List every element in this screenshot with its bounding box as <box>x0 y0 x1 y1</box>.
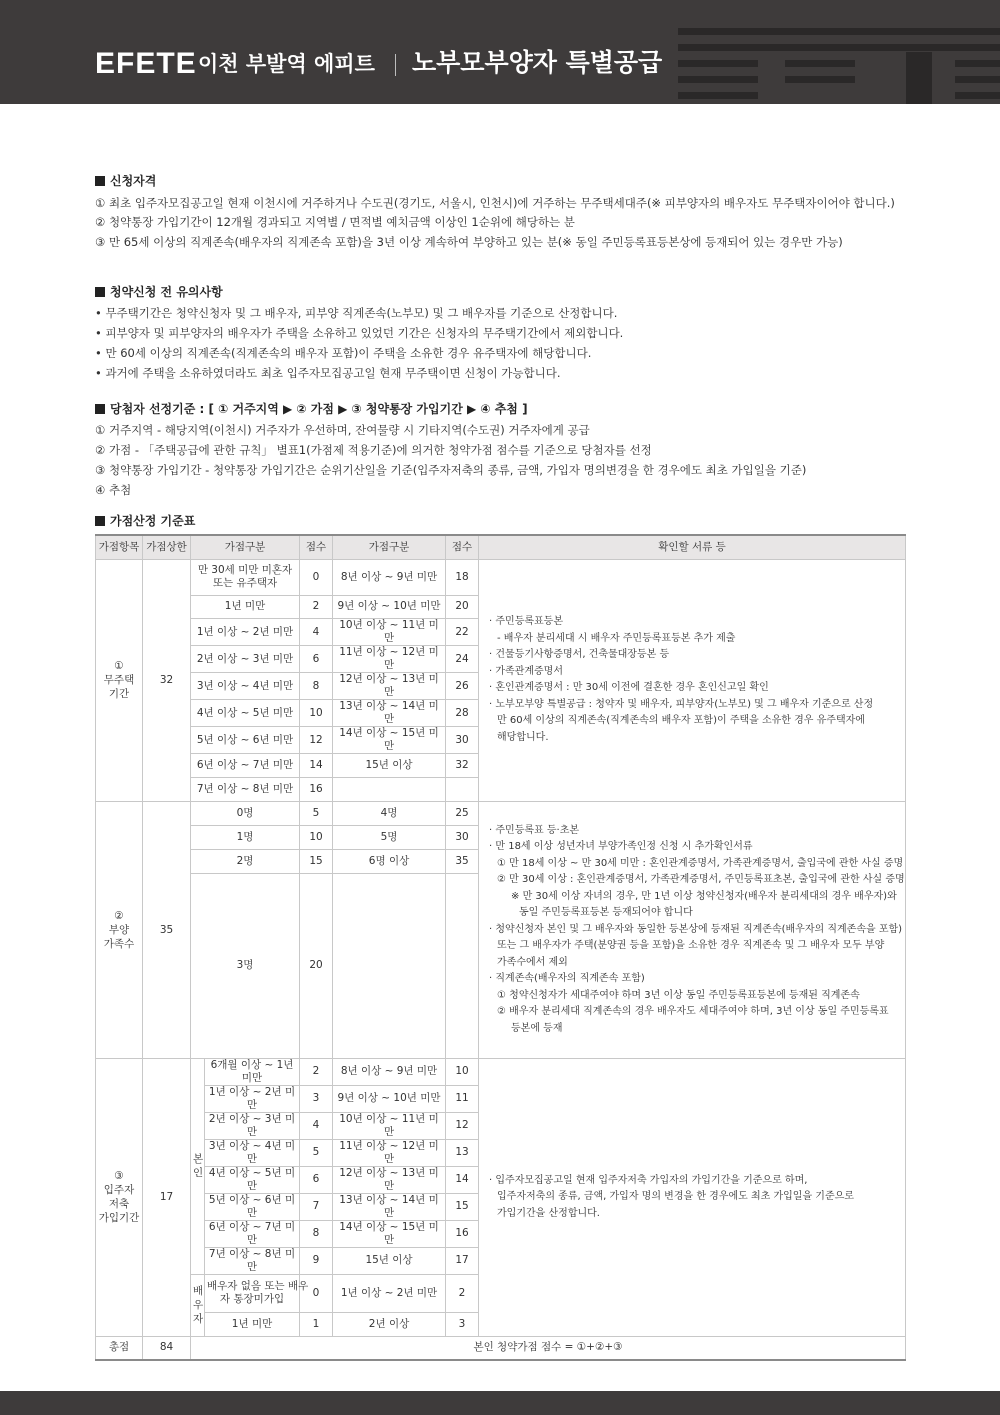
table-cell: 0명 <box>191 802 300 826</box>
header-score: 점수 <box>446 535 479 559</box>
table-cell: 9년 이상 ~ 10년 미만 <box>333 595 446 619</box>
footer-bar <box>0 1391 1000 1415</box>
table-cell: 2년 이상 <box>333 1312 446 1336</box>
table-cell: 9 <box>300 1247 333 1274</box>
selection-item: ① 거주지역 - 해당지역(이천시) 거주자가 우선하며, 잔여물량 시 기타지역(수도권) 거주자에게 공급 <box>95 423 590 437</box>
table-cell: 8년 이상 ~ 9년 미만 <box>333 1058 446 1085</box>
notes-item: • 만 60세 이상의 직계존속(직계존속의 배우자 포함)이 주택을 소유한 경우 유주택자에 해당합니다. <box>95 346 592 360</box>
table-cell: 6개월 이상 ~ 1년 미만 <box>205 1058 300 1085</box>
project-name: 이천 부발역 에피트 <box>198 52 375 76</box>
notes-item: • 피부양자 및 피부양자의 배우자가 주택을 소유하고 있었던 기간은 신청자의 무주택기간에서 제외합니다. <box>95 326 624 340</box>
table-cell: 3 <box>446 1312 479 1336</box>
table-cell: 2년 이상 ~ 3년 미만 <box>191 646 300 673</box>
page-title: 노부모부양자 특별공급 <box>412 48 663 77</box>
table-cell: 4명 <box>333 802 446 826</box>
table-cell: 5 <box>300 802 333 826</box>
table-cell: 7년 이상 ~ 8년 미만 <box>205 1247 300 1274</box>
table-cell: 2 <box>446 1274 479 1312</box>
table-cell: 4 <box>300 619 333 646</box>
table-cell: 2년 이상 ~ 3년 미만 <box>205 1112 300 1139</box>
table-cell: 4년 이상 ~ 5년 미만 <box>191 700 300 727</box>
table-cell: 8년 이상 ~ 9년 미만 <box>333 559 446 595</box>
score-table-section <box>95 512 910 530</box>
score-table <box>95 534 906 1361</box>
header-item: 가점항목 <box>96 535 143 559</box>
table-cell <box>446 873 479 1058</box>
table-cell <box>333 873 446 1058</box>
table-cell: 2 <box>300 1058 333 1085</box>
qualification-item: ③ 만 65세 이상의 직계존속(배우자의 직계존속 포함)을 3년 이상 계속하여 부양하고 있는 분(※ 동일 주민등록표등본상에 등재되어 있는 경우만 가능) <box>95 235 843 249</box>
qualification-section <box>95 172 910 252</box>
table-cell: 30 <box>446 727 479 754</box>
header-category: 가점구분 <box>333 535 446 559</box>
selection-item: ③ 청약통장 가입기간 - 청약통장 가입기간은 순위기산일을 기준(입주자저축의 종류, 금액, 가입자 명의변경을 한 경우에도 최초 가입일을 기준) <box>95 463 807 477</box>
table-cell: 0 <box>300 1274 333 1312</box>
table-cell <box>333 778 446 802</box>
table-cell: 13 <box>446 1139 479 1166</box>
table-cell: 1년 이상 ~ 2년 미만 <box>205 1085 300 1112</box>
table-cell: 20 <box>300 873 333 1058</box>
table-cell: 4년 이상 ~ 5년 미만 <box>205 1166 300 1193</box>
table-cell: 16 <box>446 1220 479 1247</box>
notes-item: • 과거에 주택을 소유하였더라도 최초 입주자모집공고일 현재 무주택이면 신청이 가능합니다. <box>95 366 561 380</box>
selection-item: ② 가점 - 「주택공급에 관한 규칙」 별표1(가점제 적용기준)에 의거한 청약가점 점수를 기준으로 당첨자를 선정 <box>95 443 652 457</box>
qualification-item: ② 청약통장 가입기간이 12개월 경과되고 지역별 / 면적별 예치금액 이상인 1순위에 해당하는 분 <box>95 215 575 229</box>
table-cell: 15년 이상 <box>333 754 446 778</box>
group2-docs: · 주민등록표 등·초본 · 만 18세 이상 성년자녀 부양가족인정 신청 시 추가확인서류 ① 만 18세 이상 ~ 만 30세 미만 : 혼인관계증명서, 가족관계증명서, 출입국에 관한 사실 증명 ② 만 30세 이상 : 혼인관계증명서, 가족관계증명서, 주민등록표초본, 출입국에 관한 사실 증명 ※ 만 30세 이상 자녀의 경우, 만 1년 이상 청약신청자(배우자 분리세대의 경우 배우자)와 동일 주민등록표등본 등재되어야 합니다 · 청약신청자 본인 및 그 배우자와 동일한 등본상에 등재된 직계존속(배우자의 직계존속을 포함) 또는 그 배우자가 주택(분양권 등을 포함)을 소유한 경우 직계존속 및 그 배우자 모두 부양 가족수에서 제외 · 직계존속(배우자의 직계존속 포함) ① 청약신청자가 세대주여야 하며 3년 이상 동일 주민등록표등본에 등재된 직계존속 ② 배우자 분리세대 직계존속의 경우 배우자도 세대주여야 하며, 3년 이상 동일 주민등록표 등본에 등재 <box>479 802 906 1059</box>
table-cell: 10년 이상 ~ 11년 미만 <box>333 1112 446 1139</box>
table-cell: 12 <box>446 1112 479 1139</box>
group1-max: 32 <box>143 559 191 802</box>
table-cell: 배우자 없음 또는 배우 자 통장미가입 <box>205 1274 300 1312</box>
header-bar <box>0 0 1000 104</box>
table-cell: 20 <box>446 595 479 619</box>
table-cell: 22 <box>446 619 479 646</box>
header-category: 가점구분 <box>191 535 300 559</box>
notes-section <box>95 283 910 383</box>
table-cell: 3년 이상 ~ 4년 미만 <box>191 673 300 700</box>
self-label: 본 인 <box>191 1058 205 1274</box>
table-cell: 6 <box>300 646 333 673</box>
header-divider <box>395 54 396 76</box>
table-cell: 25 <box>446 802 479 826</box>
total-formula: 본인 청약가점 점수 = ①+②+③ <box>191 1336 906 1360</box>
table-cell: 2명 <box>191 849 300 873</box>
table-cell: 5년 이상 ~ 6년 미만 <box>191 727 300 754</box>
table-cell: 6년 이상 ~ 7년 미만 <box>205 1220 300 1247</box>
table-cell: 9년 이상 ~ 10년 미만 <box>333 1085 446 1112</box>
table-cell: 10 <box>300 700 333 727</box>
table-cell: 1년 이상 ~ 2년 미만 <box>191 619 300 646</box>
table-cell: 10 <box>446 1058 479 1085</box>
table-cell: 5년 이상 ~ 6년 미만 <box>205 1193 300 1220</box>
table-cell: 15년 이상 <box>333 1247 446 1274</box>
table-cell: 11년 이상 ~ 12년 미만 <box>333 646 446 673</box>
table-cell: 3명 <box>191 873 300 1058</box>
table-cell: 7년 이상 ~ 8년 미만 <box>191 778 300 802</box>
table-cell: 14 <box>446 1166 479 1193</box>
table-cell: 28 <box>446 700 479 727</box>
group1-docs: · 주민등록표등본 - 배우자 분리세대 시 배우자 주민등록표등본 추가 제출 · 건물등기사항증명서, 건축물대장등본 등 · 가족관계증명서 · 혼인관계증명서 : 만 30세 이전에 결혼한 경우 혼인신고일 확인 · 노부모부양 특별공급 : 청약자 및 배우자, 피부양자(노부모) 및 그 배우자 기준으로 산정 만 60세 이상의 직계존속(직계존속의 배우자 포함)이 주택을 소유한 경우 유주택자에 해당합니다. <box>479 559 906 802</box>
table-cell: 7 <box>300 1193 333 1220</box>
table-cell: 13년 이상 ~ 14년 미만 <box>333 1193 446 1220</box>
table-cell: 10년 이상 ~ 11년 미만 <box>333 619 446 646</box>
table-cell: 4 <box>300 1112 333 1139</box>
group3-docs: · 입주자모집공고일 현재 입주자저축 가입자의 가입기간을 기준으로 하며, 입주자저축의 종류, 금액, 가입자 명의 변경을 한 경우에도 최초 가입일을 기준으로 가입기간을 산정합니다. <box>479 1058 906 1336</box>
selection-section <box>95 400 910 500</box>
table-cell: 6년 이상 ~ 7년 미만 <box>191 754 300 778</box>
table-cell: 3 <box>300 1085 333 1112</box>
brand-logo: EFETE <box>95 47 197 80</box>
table-cell: 32 <box>446 754 479 778</box>
table-cell: 1년 미만 <box>191 595 300 619</box>
spouse-label: 배 우 자 <box>191 1274 205 1336</box>
table-cell: 11 <box>446 1085 479 1112</box>
selection-title: 당첨자 선정기준 : [ ① 거주지역 ▶ ② 가점 ▶ ③ 청약통장 가입기간 ▶ ④ 추첨 ] <box>95 400 910 418</box>
table-header-row <box>96 535 906 559</box>
table-cell: 17 <box>446 1247 479 1274</box>
table-cell: 1 <box>300 1312 333 1336</box>
table-cell: 15 <box>446 1193 479 1220</box>
qualification-title: 신청자격 <box>95 172 910 190</box>
group2-max: 35 <box>143 802 191 1059</box>
table-cell: 12 <box>300 727 333 754</box>
header-score: 점수 <box>300 535 333 559</box>
table-cell: 1명 <box>191 826 300 850</box>
selection-item: ④ 추첨 <box>95 483 132 497</box>
table-cell: 6 <box>300 1166 333 1193</box>
total-max: 84 <box>143 1336 191 1360</box>
table-cell: 18 <box>446 559 479 595</box>
selection-criteria: : [ ① 거주지역 ▶ ② 가점 ▶ ③ 청약통장 가입기간 ▶ ④ 추첨 ] <box>195 402 528 416</box>
qualification-item: ① 최초 입주자모집공고일 현재 이천시에 거주하거나 수도권(경기도, 서울시, 인천시)에 거주하는 무주택세대주(※ 피부양자의 배우자도 무주택자이어야 합니다.) <box>95 196 895 210</box>
table-cell: 14 <box>300 754 333 778</box>
table-cell: 11년 이상 ~ 12년 미만 <box>333 1139 446 1166</box>
notes-item: • 무주택기간은 청약신청자 및 그 배우자, 피부양 직계존속(노부모) 및 그 배우자를 기준으로 산정합니다. <box>95 306 618 320</box>
header-docs: 확인할 서류 등 <box>479 535 906 559</box>
table-row <box>96 559 906 595</box>
table-cell: 3년 이상 ~ 4년 미만 <box>205 1139 300 1166</box>
table-cell: 26 <box>446 673 479 700</box>
table-cell: 14년 이상 ~ 15년 미만 <box>333 1220 446 1247</box>
table-cell: 0 <box>300 559 333 595</box>
header-max: 가점상한 <box>143 535 191 559</box>
total-label: 총점 <box>96 1336 143 1360</box>
score-table-title: 가점산정 기준표 <box>95 512 910 530</box>
group2-label: ② 부양 가족수 <box>96 802 143 1059</box>
group3-label: ③ 입주자 저축 가입기간 <box>96 1058 143 1336</box>
table-cell: 15 <box>300 849 333 873</box>
table-cell: 12년 이상 ~ 13년 미만 <box>333 673 446 700</box>
table-cell: 1년 미만 <box>205 1312 300 1336</box>
table-row <box>96 1058 906 1085</box>
table-cell <box>446 778 479 802</box>
table-cell: 2 <box>300 595 333 619</box>
table-cell: 30 <box>446 826 479 850</box>
table-cell: 5명 <box>333 826 446 850</box>
table-cell: 13년 이상 ~ 14년 미만 <box>333 700 446 727</box>
table-cell: 35 <box>446 849 479 873</box>
table-row <box>96 802 906 826</box>
table-cell: 5 <box>300 1139 333 1166</box>
table-cell: 24 <box>446 646 479 673</box>
table-cell: 만 30세 미만 미혼자 또는 유주택자 <box>191 559 300 595</box>
table-cell: 8 <box>300 673 333 700</box>
notes-title: 청약신청 전 유의사항 <box>95 283 910 301</box>
table-cell: 14년 이상 ~ 15년 미만 <box>333 727 446 754</box>
table-cell: 8 <box>300 1220 333 1247</box>
table-cell: 12년 이상 ~ 13년 미만 <box>333 1166 446 1193</box>
table-cell: 6명 이상 <box>333 849 446 873</box>
group3-max: 17 <box>143 1058 191 1336</box>
table-cell: 10 <box>300 826 333 850</box>
table-cell: 1년 이상 ~ 2년 미만 <box>333 1274 446 1312</box>
total-row <box>96 1336 906 1360</box>
table-cell: 16 <box>300 778 333 802</box>
group1-label: ① 무주택 기간 <box>96 559 143 802</box>
